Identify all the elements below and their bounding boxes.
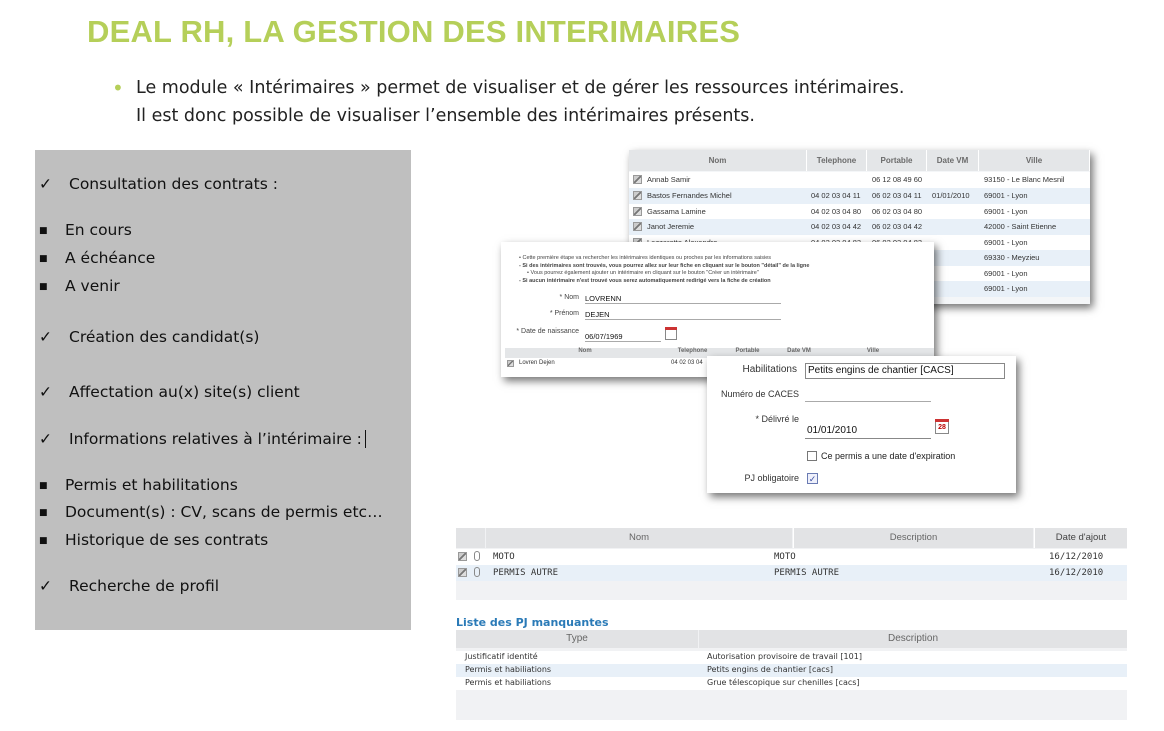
table-row[interactable]: Bastos Fernandes Michel 04 02 03 04 11 06 02 03 04 11 01/01/2010 69001 - Lyon <box>629 188 1090 204</box>
edit-icon[interactable] <box>458 568 467 577</box>
prenom-input[interactable]: DEJEN <box>585 310 781 320</box>
square-bullet-icon: ■ <box>39 481 48 491</box>
table-row[interactable]: PERMIS AUTRE PERMIS AUTRE 16/12/2010 <box>456 565 1127 581</box>
col-header: Nom <box>578 348 592 354</box>
missing-pj-table <box>456 630 1127 720</box>
table-row[interactable]: MOTO MOTO 16/12/2010 <box>456 549 1127 565</box>
square-bullet-icon: ■ <box>39 508 48 518</box>
edit-icon[interactable] <box>507 360 514 367</box>
check-icon: ✓ <box>39 577 52 595</box>
col-header: Telephone <box>677 348 708 354</box>
missing-pj-title: Liste des PJ manquantes <box>456 616 609 629</box>
table-row[interactable]: Lovren Dejen 04 02 03 04 <box>505 360 934 370</box>
table-row[interactable]: Permis et habiliations Petits engins de chantier [cacs] <box>456 664 1127 677</box>
nom-label: * Nom <box>559 294 579 301</box>
pj-checkbox[interactable]: ✓ <box>808 474 817 484</box>
table-row[interactable]: Annab Samir 06 12 08 49 60 93150 - Le Blanc Mesnil <box>629 172 1090 188</box>
check-icon: ✓ <box>39 430 52 448</box>
documents-table <box>456 528 1127 600</box>
pj-label: PJ obligatoire <box>744 473 799 483</box>
col-header <box>456 528 485 548</box>
panel-item: ■ Permis et habilitations <box>39 476 238 494</box>
col-header: Date VM <box>787 348 811 354</box>
table-row[interactable]: Gassama Lamine 04 02 03 04 80 06 02 03 04 80 69001 - Lyon <box>629 204 1090 220</box>
attachment-icon[interactable] <box>474 551 480 561</box>
col-header: Date VM <box>927 150 979 171</box>
panel-item: ■ En cours <box>39 221 132 239</box>
panel-item: ✓ Affectation au(x) site(s) client <box>39 383 300 401</box>
prenom-label: * Prénom <box>549 310 579 317</box>
edit-icon[interactable] <box>633 222 642 231</box>
panel-item: ✓ Informations relatives à l’intérimaire : <box>39 430 366 448</box>
note: - Si aucun intérimaire n'est trouvé vous serez automatiquement redirigé vers la fiche de création <box>519 277 771 284</box>
edit-icon[interactable] <box>458 552 467 561</box>
panel-item: ✓ Recherche de profil <box>39 577 220 595</box>
col-header: Ville <box>866 348 880 354</box>
table-row[interactable]: Justificatif identité Autorisation provisoire de travail [101] <box>456 651 1127 664</box>
panel-item: ✓ Création des candidat(s) <box>39 328 260 346</box>
delivre-input[interactable]: 01/01/2010 <box>805 423 931 439</box>
nom-input[interactable]: LOVRENN <box>585 294 781 304</box>
edit-icon[interactable] <box>633 207 642 216</box>
col-header: Date d'ajout <box>1034 528 1127 548</box>
panel-item: ■ Document(s) : CV, scans de permis etc… <box>39 503 383 521</box>
edit-icon[interactable] <box>633 175 642 184</box>
caces-input[interactable] <box>805 401 931 402</box>
edit-icon[interactable] <box>633 191 642 200</box>
col-header: Telephone <box>807 150 867 171</box>
table-row[interactable]: Permis et habiliations Grue télescopique sur chenilles [cacs] <box>456 677 1127 690</box>
col-header: Portable <box>735 348 760 354</box>
check-icon: ✓ <box>39 383 52 401</box>
col-header: Description <box>793 528 1033 548</box>
note: • Cette première étape va rechercher les intérimaires identiques ou proches par les informations saisies <box>519 255 772 261</box>
col-header: Nom <box>486 528 792 548</box>
table-row[interactable]: 69001 - Lyon <box>629 266 1090 282</box>
note: • Vous pourrez également ajouter un intérimaire en cliquant sur le bouton "Créer un intérimaire" <box>527 270 759 276</box>
panel-item: ✓ Consultation des contrats : <box>39 175 278 193</box>
table-row[interactable]: 69330 - Meyzieu <box>629 250 1090 266</box>
list-header <box>629 150 1090 171</box>
col-header: Ville <box>979 150 1090 171</box>
habilitation-form-screenshot <box>707 356 1016 493</box>
check-icon: ✓ <box>39 175 52 193</box>
expiration-checkbox[interactable] <box>807 451 817 461</box>
panel-item: ■ Historique de ses contrats <box>39 531 269 549</box>
panel-item: ■ A échéance <box>39 249 156 267</box>
dob-label: * Date de naissance <box>516 328 579 335</box>
calendar-icon[interactable] <box>665 328 677 340</box>
check-icon: ✓ <box>39 328 52 346</box>
feature-panel <box>35 150 411 630</box>
note: - Si des intérimaires sont trouvés, vous pourrez allez sur leur fiche en cliquant sur le bouton "détail" de la ligne <box>519 262 810 269</box>
attachment-icon[interactable] <box>474 567 480 577</box>
intro-text <box>112 74 905 130</box>
col-header: Type <box>456 630 698 648</box>
dob-input[interactable]: 06/07/1969 <box>585 332 661 342</box>
habilitations-label: Habilitations <box>742 364 797 375</box>
search-notes <box>519 255 919 285</box>
table-row[interactable]: 69001 - Lyon <box>629 235 1090 251</box>
expiration-label: Ce permis a une date d'expiration <box>821 451 956 461</box>
square-bullet-icon: ■ <box>39 226 48 236</box>
square-bullet-icon: ■ <box>39 282 48 292</box>
caces-label: Numéro de CACES <box>720 389 799 399</box>
table-row[interactable]: 69001 - Lyon <box>629 281 1090 297</box>
calendar-icon[interactable]: 28 <box>935 420 949 434</box>
panel-item: ■ A venir <box>39 277 120 295</box>
square-bullet-icon: ■ <box>39 536 48 546</box>
habilitations-select[interactable]: Petits engins de chantier [CACS] <box>805 363 1005 379</box>
delivre-label: * Délivré le <box>755 414 799 424</box>
intro-line-1: Le module « Intérimaires » permet de visualiser et de gérer les ressources intérimaires. <box>136 78 905 98</box>
table-row[interactable]: Janot Jeremie 04 02 03 04 42 06 02 03 04 42 42000 - Saint Etienne <box>629 219 1090 235</box>
col-header: Portable <box>867 150 927 171</box>
square-bullet-icon: ■ <box>39 254 48 264</box>
col-header: Description <box>699 630 1127 648</box>
intro-line-2: Il est donc possible de visualiser l’ensemble des intérimaires présents. <box>136 106 755 126</box>
col-header: Nom <box>629 150 807 171</box>
bullet-icon: • <box>112 76 124 100</box>
page-title: DEAL RH, LA GESTION DES INTERIMAIRES <box>87 14 741 49</box>
